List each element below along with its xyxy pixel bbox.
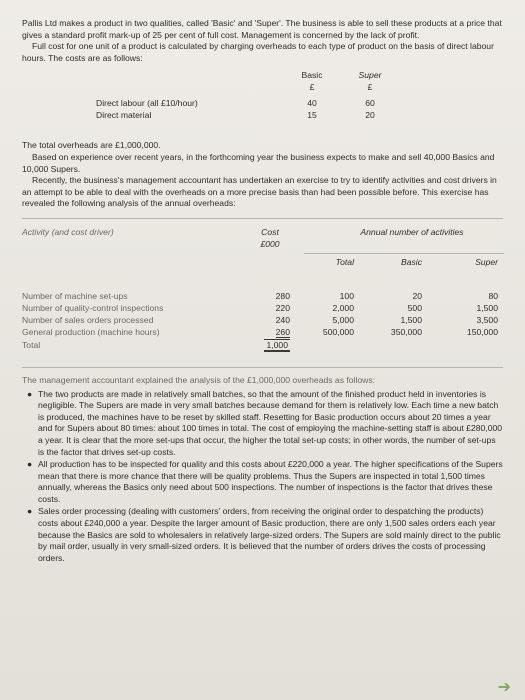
col-super: Super [358, 70, 382, 81]
bullet-icon: ● [27, 459, 33, 470]
overheads-total: The total overheads are £1,000,000. [22, 140, 161, 151]
activity-row-super: 1,500 [476, 302, 498, 313]
activity-row-basic: 350,000 [390, 326, 422, 337]
list-item-text: Sales order processing (dealing with customers' orders, from receiving the original order to despatching the products) costs about £240,000 a year. Despite the larger amount of Basic production, there are only 1,500 sales orders each year because the Basics are sold to wholesalers in relatively large-sized orders. The Supers are sold mainly direct to the public by mail order, usually in very small-sized orders. It is believed that the number of orders drives the costs of processing orders. [38, 506, 501, 563]
intro-paragraph-1: Pallis Ltd makes a product in two qualities, called 'Basic' and 'Super'. The business is able to sell these products at a price that gives a standard profit mark-up of 25 per cent of full cost. Management is concerned by the lack of profit. [22, 18, 502, 40]
activity-row-cost: 240 [275, 314, 290, 325]
explanation-intro: The management accountant explained the analysis of the £1,000,000 overheads as follows: [22, 374, 376, 385]
explanation-list [22, 389, 503, 565]
activity-row-super: 150,000 [466, 326, 498, 337]
row-basic: 15 [307, 110, 317, 121]
activity-row-label: Number of sales orders processed [22, 314, 154, 325]
intro-paragraph-2: Full cost for one unit of a product is calculated by charging overheads to each type of product on the basis of direct labour hours. The costs are as follows: [22, 41, 494, 63]
row-super: 20 [365, 110, 375, 121]
cost-row-material [22, 110, 503, 122]
unit-basic: £ [309, 82, 315, 93]
header-cost-unit: £000 [260, 238, 280, 249]
activity-row-cost: 220 [275, 302, 290, 313]
activity-table [22, 225, 503, 367]
activity-row-label: Number of quality-control inspections [22, 302, 164, 313]
activity-row-total: 100 [339, 290, 354, 301]
list-item [27, 459, 503, 505]
header-activity: Activity (and cost driver) [22, 226, 114, 237]
header-subrule [304, 253, 504, 254]
header-cost: Cost [261, 226, 279, 237]
activity-row-total: 500,000 [322, 326, 354, 337]
col-basic: Basic [301, 70, 323, 81]
list-item [27, 388, 503, 459]
activity-row-super: 3,500 [476, 314, 498, 325]
forecast-paragraph: Based on experience over recent years, in the forthcoming year the business expects to make and sell 40,000 Basics and 10,000 Supers. [22, 151, 495, 174]
row-super: 60 [365, 98, 375, 109]
header-basic: Basic [400, 256, 422, 267]
activity-row-basic: 500 [407, 302, 422, 313]
activity-row-cost: 280 [275, 290, 290, 301]
list-item-text: All production has to be inspected for quality and this costs about £220,000 a year. The higher specifications of the Supers mean that there is more chance that there will be quality problems. Thus the Supers are inspected in total 1,500 times annually, whereas the Basics only need about 500 inspections. The number of inspections is the factor that drives these costs. [38, 459, 503, 504]
table-top-rule [22, 218, 503, 219]
activity-row-label: General production (machine hours) [22, 326, 160, 337]
row-label: Direct labour (all £10/hour) [96, 98, 198, 109]
activity-row-total: 2,000 [332, 302, 354, 313]
header-annual: Annual number of activities [360, 226, 464, 237]
activity-row-super: 80 [488, 290, 498, 301]
header-total: Total [335, 256, 354, 267]
cost-table-units [22, 82, 503, 94]
cost-table-header [22, 70, 503, 82]
activity-row-basic: 20 [412, 290, 422, 301]
activity-total-label: Total [22, 339, 41, 350]
cost-row-labour [22, 98, 503, 110]
activity-total-cost: 1,000 [266, 339, 288, 350]
accountant-paragraph: Recently, the business's management accountant has undertaken an exercise to try to identify activities and cost drivers in an attempt to be able to deal with the overheads on a more precise basis than had been possible before. This exercise has revealed the following analysis of the annual overheads: [22, 175, 497, 209]
arrow-right-icon: ➔ [497, 679, 511, 697]
list-item-text: The two products are made in relatively small batches, so that the amount of the finished product held in inventories is negligible. The Supers are made in very small batches because demand for them is relatively low. Each time a new batch is produced, the machines have to be reset by skilled staff. Resetting for Basic production occurs about 20 times a year and for Supers about 80 times: about 100 times in total. The cost of employing the machine-setting staff is about £280,000 a year. It is clear that the more set-ups that occur, the higher the total set-up costs; in other words, the number of set-ups is the factor that drives set-up costs. [38, 388, 503, 457]
activity-row-cost: 260 [275, 326, 290, 337]
bullet-icon: ● [27, 388, 33, 399]
list-item [27, 506, 503, 564]
header-super: Super [475, 256, 498, 267]
unit-super: £ [367, 82, 373, 93]
row-basic: 40 [307, 98, 317, 109]
activity-row-basic: 1,500 [400, 314, 422, 325]
table-bottom-rule [22, 367, 503, 368]
activity-row-total: 5,000 [332, 314, 354, 325]
row-label: Direct material [96, 110, 152, 121]
cost-table [22, 70, 503, 136]
activity-row-label: Number of machine set-ups [22, 290, 128, 301]
bullet-icon: ● [27, 506, 33, 517]
